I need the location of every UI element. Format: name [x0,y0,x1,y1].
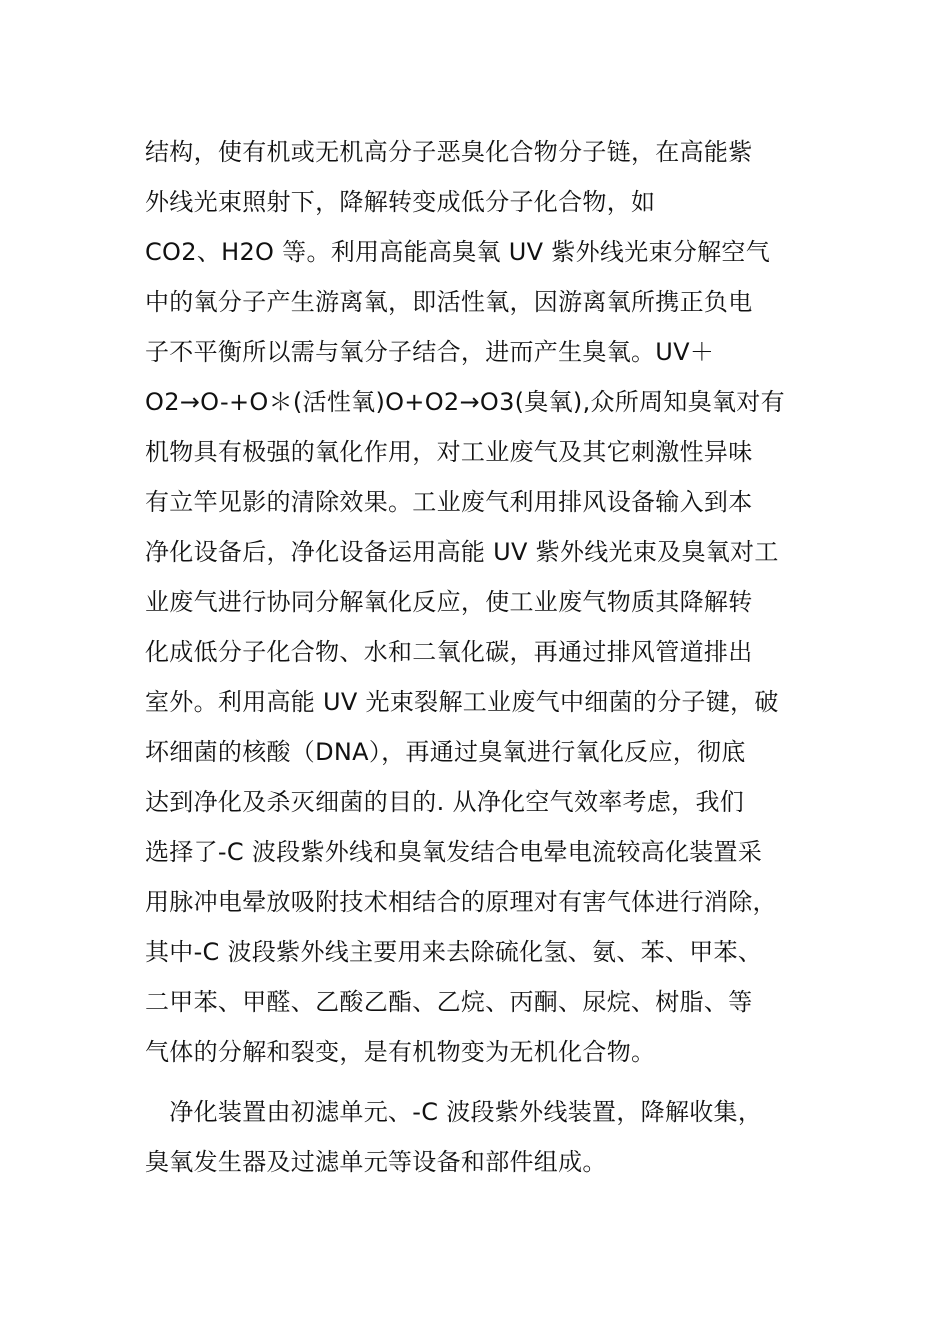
text-line: 有立竿见影的清除效果。工业废气利用排风设备输入到本 [145,488,753,516]
text-line: 坏细菌的核酸（DNA），再通过臭氧进行氧化反应，彻底 [145,738,746,766]
text-line: 化成低分子化合物、水和二氧化碳，再通过排风管道排出 [145,638,753,666]
text-line: 净化装置由初滤单元、-C 波段紫外线装置，降解收集， [145,1098,763,1126]
text-line: 气体的分解和裂变，是有机物变为无机化合物。 [145,1038,656,1066]
text-line: 中的氧分子产生游离氧，即活性氧，因游离氧所携正负电 [145,288,753,316]
text-line: 二甲苯、甲醛、乙酸乙酯、乙烷、丙酮、尿烷、树脂、等 [145,988,753,1016]
paragraph-1 [145,127,815,1077]
text-line: 达到净化及杀灭细菌的目的. 从净化空气效率考虑，我们 [145,788,745,816]
text-line: 机物具有极强的氧化作用，对工业废气及其它刺激性异味 [145,438,753,466]
text-line: 室外。利用高能 UV 光束裂解工业废气中细菌的分子键，破 [145,688,779,716]
text-line: CO2、H2O 等。利用高能高臭氧 UV 紫外线光束分解空气 [145,238,770,266]
paragraph-2 [145,1087,815,1187]
text-line: 子不平衡所以需与氧分子结合，进而产生臭氧。UV＋ [145,338,715,366]
text-line: 臭氧发生器及过滤单元等设备和部件组成。 [145,1148,607,1176]
text-line: 用脉冲电晕放吸附技术相结合的原理对有害气体进行消除， [145,888,777,916]
text-line: 其中-C 波段紫外线主要用来去除硫化氢、氨、苯、甲苯、 [145,938,763,966]
text-line: O2→O-+O＊(活性氧)O+O2→O3(臭氧),众所周知臭氧对有 [145,388,785,416]
text-line: 净化设备后，净化设备运用高能 UV 紫外线光束及臭氧对工 [145,538,779,566]
text-line: 结构，使有机或无机高分子恶臭化合物分子链，在高能紫 [145,138,753,166]
text-line: 选择了-C 波段紫外线和臭氧发结合电晕电流较高化装置采 [145,838,763,866]
text-line: 外线光束照射下，降解转变成低分子化合物，如 [145,188,656,216]
text-line: 业废气进行协同分解氧化反应，使工业废气物质其降解转 [145,588,753,616]
